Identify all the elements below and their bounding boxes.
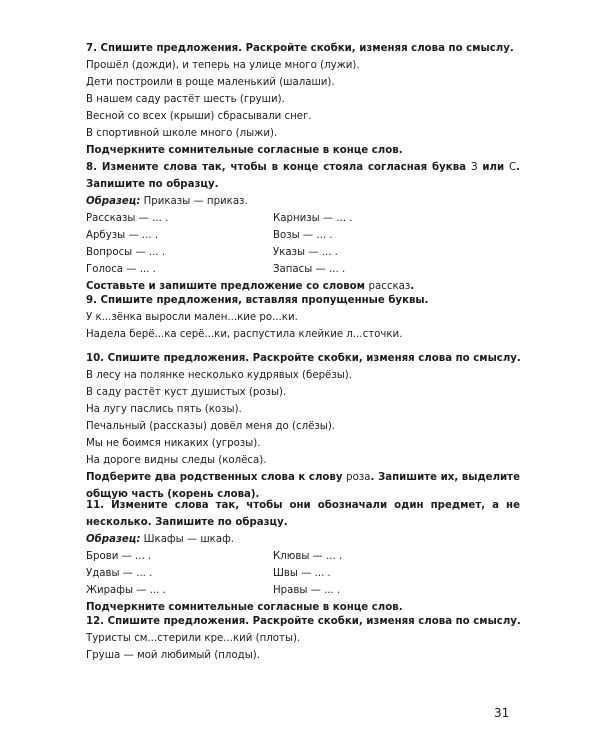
exercise-10-line-2: В саду растёт куст душистых (розы). (86, 387, 287, 398)
word-item: Нравы — ... . (273, 585, 341, 596)
exercise-12-title: 12. Спишите предложения. Раскройте скобки, изменяя слова по смыслу. (86, 616, 521, 627)
exercise-7-title: 7. Спишите предложения. Раскройте скобки, изменяя слова по смыслу. (86, 43, 514, 54)
word-item: Жирафы — ... . (86, 585, 166, 596)
exercise-11 (86, 497, 520, 616)
exercise-9 (86, 292, 520, 343)
word-item: Голоса — ... . (86, 264, 156, 275)
exercise-10-line-4: Печальный (рассказы) довёл меня до (слёзы). (86, 421, 336, 432)
word-item: Удавы — ... . (86, 568, 153, 579)
word-item: Клювы — ... . (273, 551, 343, 562)
word-item: Запасы — ... . (273, 264, 346, 275)
word-item: Рассказы — ... . (86, 213, 169, 224)
exercise-11-title: 11. Измените слова так, чтобы они обозначали один предмет, а не несколько. Запишите по образцу. (86, 500, 520, 528)
exercise-9-title: 9. Спишите предложения, вставляя пропущенные буквы. (86, 295, 429, 306)
exercise-10-title: 10. Спишите предложения. Раскройте скобки, изменяя слова по смыслу. (86, 353, 521, 364)
exercise-9-line-2: Надела берё...ка серё...ки, распустила клейкие л...сточки. (86, 329, 403, 340)
exercise-10-line-1: В лесу на полянке несколько кудрявых (берёзы). (86, 370, 352, 381)
letter-z: З (470, 162, 478, 173)
exercise-11-task: Подчеркните сомнительные согласные в конце слов. (86, 602, 403, 613)
exercise-8-task: Составьте и запишите предложение со словом рассказ. (86, 281, 415, 292)
letter-s: С (509, 162, 517, 173)
exercise-11-sample: Образец: Шкафы — шкаф. (86, 534, 235, 545)
word-item: Брови — ... . (86, 551, 152, 562)
page-number: 31 (494, 706, 510, 720)
word-item: Арбузы — ... . (86, 230, 159, 241)
exercise-7-line-5: В спортивной школе много (лыжи). (86, 128, 278, 139)
exercise-10-line-3: На лугу паслись пять (козы). (86, 404, 242, 415)
word-item: Вопросы — ... . (86, 247, 166, 258)
exercise-9-line-1: У к...зёнка выросли мален...кие ро...ки. (86, 312, 298, 323)
exercise-12-line-1: Туристы см...стерили кре...кий (плоты). (86, 633, 301, 644)
exercise-10 (86, 350, 520, 503)
exercise-8-title: 8. Измените слова так, чтобы в конце стояла согласная буква З или С. Запишите по образцу. (86, 162, 520, 190)
exercise-8-word-columns (86, 210, 520, 278)
exercise-10-task: Подберите два родственных слова к слову роза. Запишите их, выделите общую часть (корень слова). (86, 472, 520, 500)
word-item: Швы — ... . (273, 568, 331, 579)
exercise-8-sample: Образец: Приказы — приказ. (86, 196, 248, 207)
word-item: Карнизы — ... . (273, 213, 353, 224)
word-item: Указы — ... . (273, 247, 338, 258)
exercise-7 (86, 40, 520, 159)
exercise-10-line-5: Мы не боимся никаких (угрозы). (86, 438, 261, 449)
exercise-7-line-2: Дети построили в роще маленький (шалаши). (86, 77, 335, 88)
exercise-12 (86, 613, 520, 664)
word-item: Возы — ... . (273, 230, 333, 241)
exercise-7-task: Подчеркните сомнительные согласные в конце слов. (86, 145, 403, 156)
exercise-7-line-4: Весной со всех (крыши) сбрасывали снег. (86, 111, 312, 122)
exercise-7-line-3: В нашем саду растёт шесть (груши). (86, 94, 285, 105)
exercise-8 (86, 159, 520, 295)
exercise-12-line-2: Груша — мой любимый (плоды). (86, 650, 260, 661)
exercise-7-line-1: Прошёл (дожди), и теперь на улице много (лужи). (86, 60, 360, 71)
exercise-11-word-columns (86, 548, 520, 599)
exercise-10-line-6: На дороге видны следы (колёса). (86, 455, 267, 466)
